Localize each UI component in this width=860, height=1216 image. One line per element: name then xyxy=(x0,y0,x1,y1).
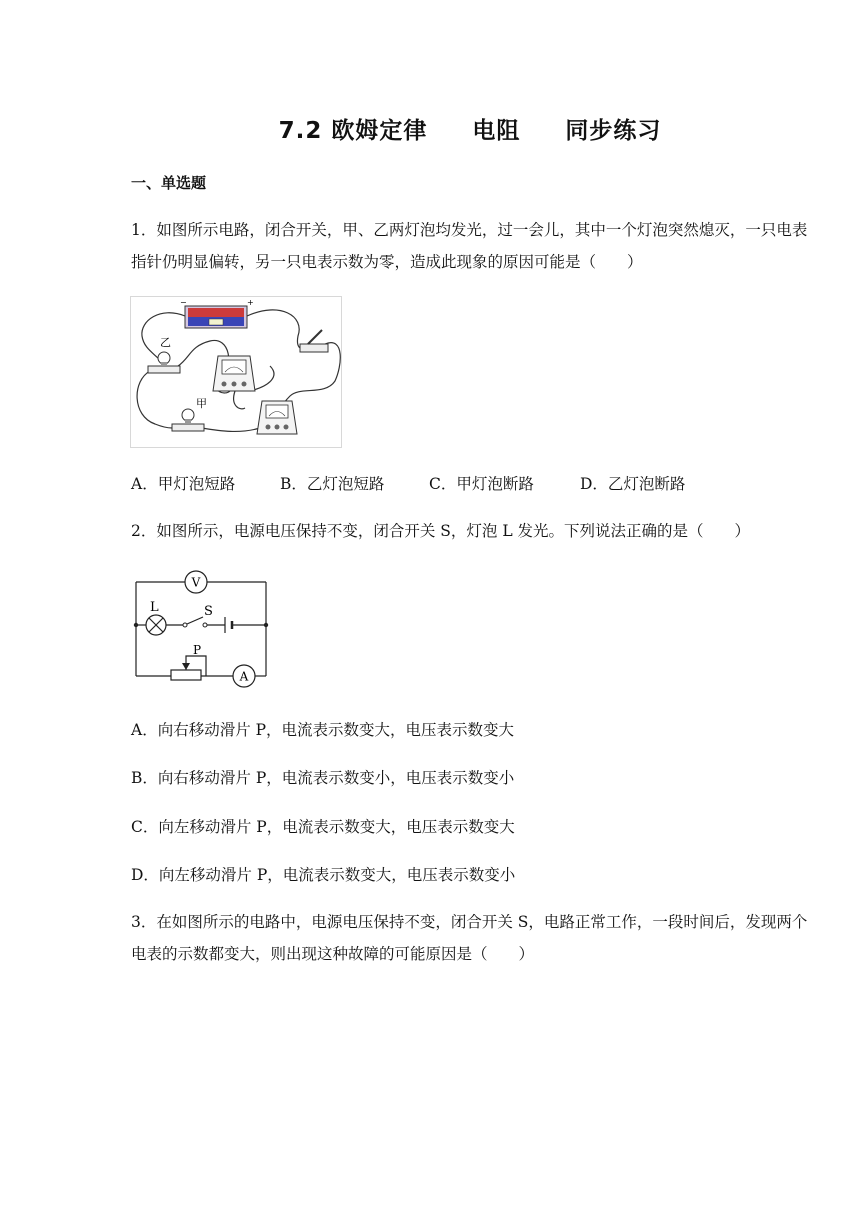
question-1-option-d[interactable]: D．乙灯泡断路 xyxy=(580,475,686,493)
meter-upper xyxy=(213,356,255,391)
lamp-label: L xyxy=(150,600,159,615)
battery xyxy=(225,617,232,633)
question-1-option-c[interactable]: C．甲灯泡断路 xyxy=(429,475,534,493)
question-2-circuit-figure xyxy=(131,570,271,690)
question-1-option-a[interactable]: A．甲灯泡短路 xyxy=(131,475,236,493)
ammeter-label: A xyxy=(239,669,249,684)
switch-label: S xyxy=(204,604,213,619)
slider-label: P xyxy=(193,643,202,657)
question-1-option-b[interactable]: B．乙灯泡短路 xyxy=(280,475,385,493)
question-2-option-d[interactable]: D．向左移动滑片 P，电流表示数变大，电压表示数变小 xyxy=(131,866,516,884)
battery-minus-label: − xyxy=(180,298,187,307)
battery-pack xyxy=(185,306,247,328)
lamp-yi-label: 乙 xyxy=(160,336,171,349)
lamp-l xyxy=(146,615,166,635)
section-heading: 一、单选题 xyxy=(131,174,207,192)
question-2-text: 2．如图所示，电源电压保持不变，闭合开关 S，灯泡 L 发光。下列说法正确的是（ ） xyxy=(131,522,751,540)
question-1-circuit-figure xyxy=(130,296,344,448)
meter-lower xyxy=(257,401,297,434)
voltmeter-label: V xyxy=(191,575,201,590)
battery-plus-label: + xyxy=(247,298,254,307)
page-title: 7.2 欧姆定律 电阻 同步练习 xyxy=(278,118,662,144)
rheostat xyxy=(171,663,201,680)
question-1-text: 1．如图所示电路，闭合开关，甲、乙两灯泡均发光，过一会儿，其中一个灯泡突然熄灭，一只电表指针仍明显偏转，另一只电表示数为零，造成此现象的原因可能是（ ） xyxy=(131,221,808,271)
question-3-text: 3．在如图所示的电路中，电源电压保持不变，闭合开关 S，电路正常工作，一段时间后，发现两个电表的示数都变大，则出现这种故障的可能原因是（ ） xyxy=(131,913,808,963)
lamp-jia xyxy=(172,409,204,431)
question-1-options xyxy=(131,472,685,494)
question-2-option-b[interactable]: B．向右移动滑片 P，电流表示数变小，电压表示数变小 xyxy=(131,769,515,787)
question-2-option-c[interactable]: C．向左移动滑片 P，电流表示数变大，电压表示数变大 xyxy=(131,818,515,836)
lamp-jia-label: 甲 xyxy=(196,397,207,410)
question-2-option-a[interactable]: A．向右移动滑片 P，电流表示数变大，电压表示数变大 xyxy=(131,721,515,739)
knife-switch xyxy=(300,330,328,352)
lamp-yi xyxy=(148,352,180,373)
